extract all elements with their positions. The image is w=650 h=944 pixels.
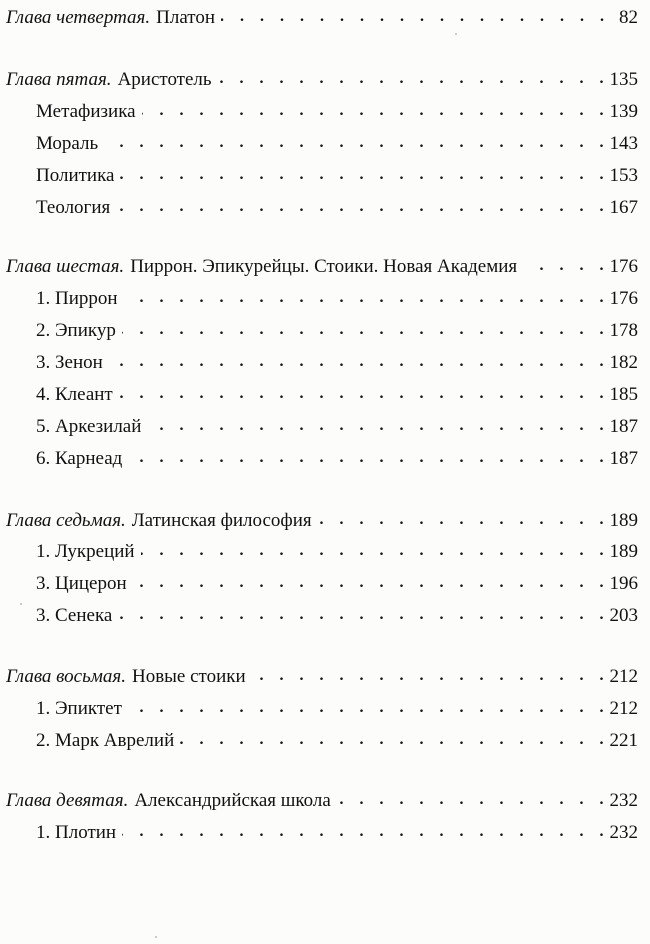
toc-entry (36, 196, 638, 220)
dot-leader (142, 99, 604, 123)
toc-chapter-8 (6, 665, 638, 689)
toc-entry (36, 540, 638, 564)
paper-speck (20, 603, 22, 605)
dot-leader (118, 603, 603, 627)
toc-entry (36, 697, 638, 721)
entry-title: 1. Пиррон (36, 288, 118, 309)
entry-title (6, 255, 517, 279)
page-number: 135 (609, 69, 638, 90)
page-number: 153 (609, 165, 638, 186)
toc-chapter-6 (6, 255, 638, 279)
page-number: 167 (609, 197, 638, 218)
toc-chapter-4 (6, 6, 638, 30)
dot-leader (147, 414, 603, 438)
dot-leader (318, 508, 604, 532)
chapter-title: Аристотель (117, 69, 212, 90)
entry-title (6, 509, 312, 533)
entry-title: Политика (36, 165, 115, 186)
page-number: 178 (609, 320, 638, 341)
toc-chapter-9 (6, 789, 638, 813)
dot-leader (120, 163, 603, 187)
page-number: 196 (609, 573, 638, 594)
page-number: 176 (609, 256, 638, 277)
entry-title: Теология (36, 197, 111, 218)
chapter-label: Глава четвертая. (6, 7, 151, 28)
dot-leader (122, 820, 603, 844)
entry-title: 1. Эпиктет (36, 698, 122, 719)
page-number: 212 (609, 698, 638, 719)
entry-title: 1. Плотин (36, 822, 117, 843)
page-number: 182 (609, 352, 638, 373)
toc-entry (36, 287, 638, 311)
page-number: 143 (609, 133, 638, 154)
dot-leader (116, 195, 603, 219)
toc-entry (36, 319, 638, 343)
page-number: 187 (609, 416, 638, 437)
toc-entry (36, 447, 638, 471)
dot-leader (252, 664, 604, 688)
dot-leader (337, 788, 604, 812)
toc-entry (36, 100, 638, 124)
entry-title (6, 6, 215, 30)
page-number: 189 (609, 510, 638, 531)
entry-title: Мораль (36, 133, 99, 154)
page-number: 139 (609, 101, 638, 122)
dot-leader (104, 131, 603, 155)
dot-leader (124, 286, 604, 310)
dot-leader (180, 728, 603, 752)
chapter-title: Александрийская школа (134, 790, 331, 811)
entry-title: 3. Зенон (36, 352, 103, 373)
entry-title: 6. Карнеад (36, 448, 123, 469)
chapter-label: Глава девятая. (6, 790, 129, 811)
entry-title: 2. Марк Аврелий (36, 730, 175, 751)
chapter-title: Пиррон. Эпикурейцы. Стоики. Новая Академия (130, 256, 518, 277)
paper-speck (455, 33, 457, 35)
dot-leader (141, 539, 604, 563)
dot-leader (523, 254, 603, 278)
entry-title: 1. Лукреций (36, 541, 135, 562)
page-number: 232 (609, 822, 638, 843)
toc-chapter-5 (6, 68, 638, 92)
chapter-label: Глава восьмая. (6, 666, 126, 687)
page-number: 185 (609, 384, 638, 405)
entry-title: Метафизика (36, 101, 136, 122)
chapter-label: Глава шестая. (6, 256, 125, 277)
toc-entry (36, 132, 638, 156)
entry-title (6, 68, 212, 92)
dot-leader (119, 382, 604, 406)
entry-title: 4. Клеант (36, 384, 113, 405)
dot-leader (218, 67, 604, 91)
toc-entry (36, 164, 638, 188)
page-number: 189 (609, 541, 638, 562)
chapter-title: Латинская философия (131, 510, 312, 531)
chapter-label: Глава пятая. (6, 69, 112, 90)
toc-entry (36, 415, 638, 439)
dot-leader (128, 446, 603, 470)
entry-title: 3. Цицерон (36, 573, 127, 594)
entry-title (6, 789, 331, 813)
dot-leader (109, 350, 604, 374)
page-number: 82 (619, 7, 638, 28)
entry-title: 3. Сенека (36, 605, 113, 626)
entry-title: 2. Эпикур (36, 320, 116, 341)
chapter-title: Новые стоики (131, 666, 246, 687)
toc-entry (36, 572, 638, 596)
page-number: 221 (609, 730, 638, 751)
toc-chapter-7 (6, 509, 638, 533)
chapter-label: Глава седьмая. (6, 510, 126, 531)
page-number: 187 (609, 448, 638, 469)
page-number: 232 (609, 790, 638, 811)
entry-title: 5. Аркезилай (36, 416, 142, 437)
page-number: 212 (609, 666, 638, 687)
toc-entry (36, 383, 638, 407)
toc-entry (36, 821, 638, 845)
toc-entry (36, 351, 638, 375)
dot-leader (221, 5, 604, 29)
paper-speck (155, 936, 157, 938)
toc-entry (36, 604, 638, 628)
page-number: 176 (609, 288, 638, 309)
chapter-title: Платон (156, 7, 215, 28)
dot-leader (128, 696, 604, 720)
dot-leader (133, 571, 604, 595)
dot-leader (122, 318, 604, 342)
toc-entry (36, 729, 638, 753)
page-number: 203 (609, 605, 638, 626)
entry-title (6, 665, 246, 689)
